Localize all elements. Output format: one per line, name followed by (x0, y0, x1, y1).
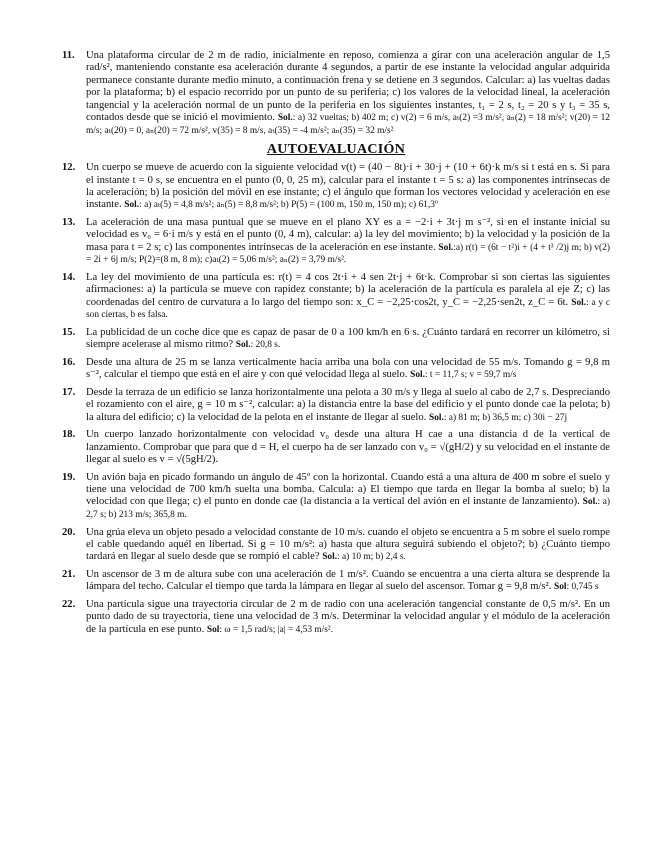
problem-13 (62, 217, 610, 267)
problem-text: Una plataforma circular de 2 m de radio, inicialmente en reposo, comienza a girar con una aceleración angular de 1,5 rad/s², manteniendo constante esa aceleración durante 4 segundos, a partir de ese instante la velocidad angular adquirida permanece constante durante medio minuto, a continuación frena y se detiene en 3 segundos. Calcular: a) las vueltas dadas por la plataforma; b) el espacio recorrido por un punto de su periferia; c) los valores de la velocidad lineal, la aceleración tangencial y la aceleración normal de un punto de la periferia en los siguientes instantes, t₁ = 2 s, t₂ = 20 s y t₃ = 35 s, contados desde que se inició el movimiento. (86, 50, 610, 124)
section-heading: AUTOEVALUACIÓN (266, 142, 406, 158)
solution-text: : ω = 1,5 rad/s; |a| = 4,53 m/s². (219, 624, 334, 635)
solution-label: Sol. (124, 200, 140, 211)
problem-text: Una partícula sigue una trayectoria circular de 2 m de radio con una aceleración tangencial constante de 0,5 m/s². En un punto dado de su trayectoria, tiene una velocidad de 3 m/s. Determinar la velocidad angular y el módulo de la aceleración de la partícula en ese punto. (86, 599, 610, 635)
problem-number: 12. (62, 162, 76, 174)
solution (322, 552, 406, 562)
solution-text: :a) r(t) = (6t − t²)i + (4 + t³ /2)j m; b) v(2) = 2i + 6j m/s; P(2)=(8 m, 8 m); c)aₜ(2) = 5,06 m/s²; aₙ(2) = 3,79 m/s². (86, 242, 610, 266)
problem-text: Un cuerpo se mueve de acuerdo con la siguiente velocidad v(t) = (40 − 8t)·i + 30·j + (10 + 6t)·k m/s si t está en s. Si para el instante t = 0 s, se encuentra en el punto (0, 0, 25 m), calcular para el instante t = 5 s: a) las componentes intrínsecas de la aceleración; b) la posición del móvil en ese instante; c) el ángulo que forman los vectores velocidad y aceleración en ese instante. (86, 162, 610, 211)
solution-text: : a) 2,7 s; b) 213 m/s; 365,8 m. (86, 497, 610, 521)
problem-text: Un cuerpo lanzado horizontalmente con velocidad v₀ desde una altura H cae a una distancia d de la vertical de lanzamiento. Comprobar que para que d = H, el cuerpo ha de ser lanzado con v₀ = √(gH/2) y su velocidad en el instante de llegar al suelo es v = √(5gH/2). (86, 429, 610, 466)
solution-label: Sol. (571, 297, 587, 308)
solution-text: : a) 10 m; b) 2,4 s. (337, 552, 406, 563)
problem-17 (62, 387, 610, 424)
solution-label: Sol (206, 624, 220, 635)
problem-number: 22. (62, 599, 76, 611)
problem-number: 11. (62, 50, 75, 61)
problem-number: 15. (62, 327, 76, 339)
solution-text: : 0,745 s (566, 582, 599, 593)
problem-19 (62, 472, 610, 522)
problem-text: Desde una altura de 25 m se lanza verticalmente hacia arriba una bola con una velocidad de 55 m/s. Tomando g = 9,8 m s⁻², calcular el tiempo que está en el aire y con qué velocidad llega al suelo. (86, 357, 610, 381)
solution-label: Sol. (438, 242, 454, 253)
problem-number: 18. (62, 429, 76, 441)
solution-text: : 20,8 s. (250, 340, 281, 351)
problem-22 (62, 599, 610, 636)
problem-number: 13. (62, 217, 76, 229)
problem-number: 20. (62, 526, 76, 538)
document-page (62, 50, 610, 641)
solution-text: : a) 32 vueltas; b) 402 m; c) v(2) = 6 m/s, aₜ(2) =3 m/s², aₙ(2) = 18 m/s²; v(20) = 12 m/s; aₜ(20) = 0, aₙ(20) = 72 m/s², v(35) = 8 m/s, aₜ(35) = -4 m/s²; aₙ(35) = 32 m/s² (86, 113, 610, 136)
solution (554, 582, 599, 592)
solution-label: Sol. (322, 552, 338, 563)
problem-text: Un ascensor de 3 m de altura sube con una aceleración de 1 m/s². Cuando se encuentra a una cierta altura se desprende la lámpara del techo. Calcular el tiempo que tarda la lámpara en llegar al suelo del ascensor. Tomar g = 9,8 m/s². (86, 569, 610, 593)
solution-text: : a y c son ciertas, b es falsa. (86, 297, 610, 321)
problem-text: Una grúa eleva un objeto pesado a velocidad constante de 10 m/s. cuando el objeto se encuentra a 5 m sobre el suelo rompe el cable quedando aquél en libertad. Si g = 10 m/s²: a) hasta que altura seguirá subiendo el objeto?; b) ¿Cuánto tiempo tardará en llegar al suelo desde que se rompió el cable? (86, 526, 610, 563)
problem-20 (62, 527, 610, 564)
problem-16 (62, 357, 610, 382)
problem-number: 14. (62, 272, 76, 284)
problem-11 (62, 50, 610, 137)
problem-number: 16. (62, 357, 76, 369)
solution (429, 413, 567, 423)
solution-label: Sol. (277, 113, 293, 124)
problem-number: 21. (62, 569, 76, 581)
problem-15 (62, 327, 610, 352)
solution (410, 370, 516, 380)
solution-label: Sol. (235, 340, 251, 351)
problem-18 (62, 429, 610, 466)
solution (236, 340, 281, 350)
problem-number: 17. (62, 387, 76, 399)
problem-12 (62, 162, 610, 212)
problem-text: Desde la terraza de un edificio se lanza horizontalmente una pelota a 30 m/s y llega al suelo al cabo de 2,7 s. Despreciando el rozamiento con el aire, g = 10 m s⁻², calcular: a) la distancia entre la base del edificio y el punto donde cae la pelota; b) la altura del edificio; c) la velocidad de la pelota en el instante de llegar al suelo. (86, 387, 610, 423)
problem-text: La publicidad de un coche dice que es capaz de pasar de 0 a 100 km/h en 6 s. ¿Cuánto tardará en recorrer un kilómetro, si siempre acelerase al mismo ritmo? (86, 327, 610, 351)
problem-21 (62, 569, 610, 594)
solution-text: : a) 81 m; b) 36,5 m; c) 30i − 27j (443, 412, 568, 423)
solution (207, 625, 333, 635)
problem-text: La ley del movimiento de una partícula es: r(t) = 4 cos 2t·i + 4 sen 2t·j + 6t·k. Comprobar si son ciertas las siguientes afirmaciones: a) la partícula se mueve con rapidez constante; b) la aceleración de la partícula es paralela al eje Z; c) las coordenadas del centro de curvatura a lo largo del tiempo son: x_C = −2,25·cos2t, y_C = −2,25·sen2t, z_C = 6t. (86, 272, 610, 308)
solution-text: : a) aₜ(5) = 4,8 m/s²; aₙ(5) = 8,8 m/s²; b) P(5) = (100 m, 150 m, 150 m); c) 61,3º (139, 200, 438, 211)
problem-14 (62, 272, 610, 322)
solution-text: : t = 11,7 s; v = 59,7 m/s (424, 370, 517, 381)
problem-text: La aceleración de una masa puntual que se mueve en el plano XY es a = −2·i + 3t·j m s⁻², si en el instante inicial su velocidad es v₀ = 6·i m/s y está en el punto (0, 4 m), calcular: a) la ley del movimiento; b) la velocidad y la posición de la masa para t = 2 s; c) las componentes intrínsecas de la aceleración en ese instante. (86, 217, 610, 253)
problem-number: 19. (62, 471, 76, 483)
solution-label: Sol. (428, 412, 444, 423)
solution-label: Sol. (410, 370, 425, 381)
solution-label: Sol (554, 582, 567, 593)
problem-text: Un avión baja en picado formando un ángulo de 45º con la horizontal. Cuando está a una altura de 400 m sobre el suelo y tiene una velocidad de 700 km/h suelta una bomba. Calcula: a) El tiempo que tarda en llegar la bomba al suelo; b) la velocidad con que llega; c) el punto en donde cae (la distancia a la vertical del avión en el instante de lanzamiento). (86, 471, 610, 508)
solution (124, 200, 438, 210)
solution-label: Sol. (582, 497, 598, 508)
